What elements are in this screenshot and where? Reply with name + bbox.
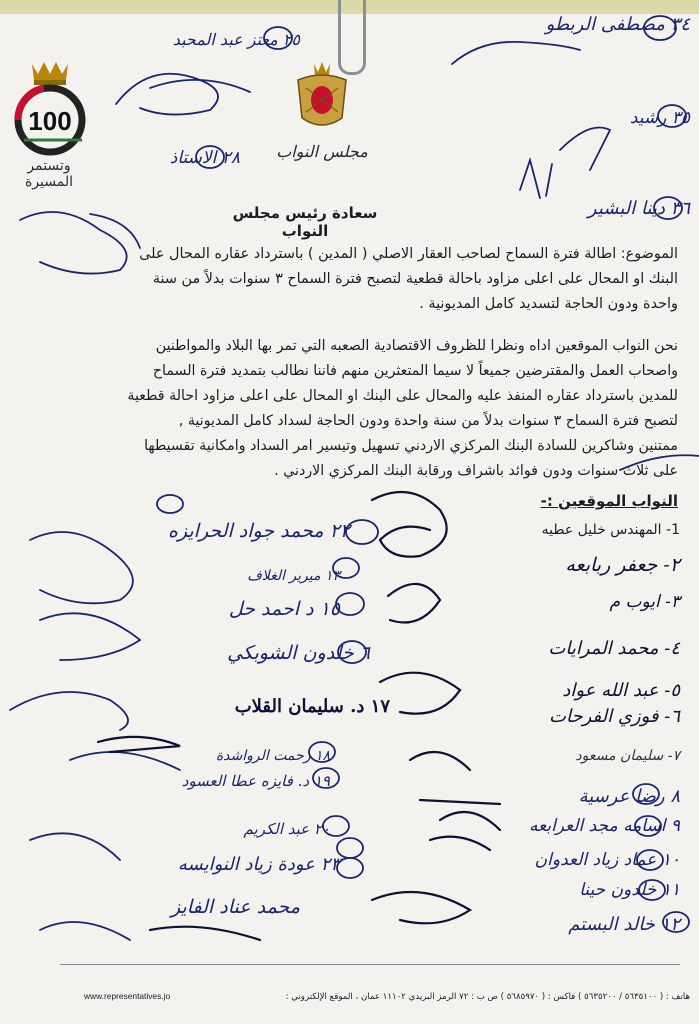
handwritten-note-17: ١٧ د. سليمان القلاب xyxy=(234,696,390,717)
handwritten-note-35: ٣٥ رشيد xyxy=(629,108,690,128)
parliament-label: مجلس النواب xyxy=(276,142,368,161)
circled-number-mark xyxy=(337,858,363,878)
body-line-1: نحن النواب الموقعين اداه ونظرا للظروف الاقتصادية الصعبه التي تمر بها البلاد والمواطنين xyxy=(155,338,678,354)
body-line-3: للمدين باسترداد عقاره المنفذ عليه والمحال على البنك او المحال على اعلى مزاود احالة قطعية xyxy=(127,388,678,404)
signatory-6: ٦- فوزي الفرحات xyxy=(549,706,680,727)
signatory-7: ٧- سليمان مسعود xyxy=(575,748,680,764)
signatory-9: ٩ اسامه مجد العرابعه xyxy=(529,816,680,836)
centenary-slogan: وتستمر المسيرة xyxy=(24,158,74,190)
circled-number-mark xyxy=(157,495,183,513)
body-line-6: على ثلاث سنوات ودون فوائد باشراف ورقابة البنك المركزي الاردني . xyxy=(274,463,678,479)
handwritten-note-25: ٢٥ معتز عبد المحبد xyxy=(172,30,300,49)
body-line-5: ممتنين وشاكرين للسادة البنك المركزي الاردني تسهيل وتيسير امر السداد وامكانية تقسيطها xyxy=(144,438,678,454)
footer-contact: هاتف : ( ٥٦٣٥١٠٠ / ٥٦٣٥٢٠٠ ) فاكس : ( ٥٦٨٥٩٧٠ ) ص ب : ٧٢ الرمز البريدي ١١١٠٢ عمان ، الموقع الإلكتروني : xyxy=(285,992,690,1002)
signatories-heading: النواب الموقعين :- xyxy=(540,492,678,510)
handwritten-note-20: ٢٠ عبد الكريم xyxy=(243,820,330,838)
signatory-2: ٢- جعفر ربابعه xyxy=(565,554,680,576)
signatory-5: ٥- عبد الله عواد xyxy=(562,680,680,701)
signatory-12: ١٢ خالد البستم xyxy=(568,914,680,935)
handwritten-note-36: ٣٦ دينا البشير xyxy=(587,198,690,219)
body-line-4: لتصبح فترة السماح ٣ سنوات بدلاً من سنة واحدة ودون الحاجة لسداد كامل المديونية , xyxy=(178,413,678,429)
signatory-11: ١١ خلدون حينا xyxy=(579,880,680,900)
handwritten-note-23: ٢٣ عودة زياد النوايسه xyxy=(177,854,340,875)
handwritten-note-22: ٢٢ محمد جواد الحرايزه xyxy=(167,520,350,542)
subject-line-2: البنك او المحال على اعلى مزاود باحالة قطعية لتصبح فترة السماح ٣ سنوات بدلاً من سنة xyxy=(152,271,678,287)
circled-number-mark xyxy=(346,520,378,544)
circled-number-mark xyxy=(337,838,363,858)
signatory-8: ٨ رضا عرسية xyxy=(578,786,680,807)
subject-line-3: واحدة ودون الحاجة لتسديد كامل المديونية . xyxy=(419,296,678,312)
signatory-4: ٤- محمد المرايات xyxy=(548,638,680,659)
subject-line-1: الموضوع: اطالة فترة السماح لصاحب العقار الاصلي ( المدين ) باسترداد عقاره المحال على xyxy=(139,246,678,262)
circled-number-mark xyxy=(336,593,364,615)
body-line-2: واصحاب العمل والمقترضين جميعاً لا سيما المتعثرين منهم فاننا نطالب بتمديد فترة السماح xyxy=(152,363,678,379)
parliament-emblem xyxy=(276,58,368,170)
handwritten-note-19: ١٩ د. فايزه عطا العسود xyxy=(181,772,330,790)
coat-of-arms-icon xyxy=(292,58,352,138)
signatory-3: ٣- ايوب م xyxy=(609,592,680,612)
handwritten-note-34: ٣٤ مصطفى الربطو xyxy=(545,14,690,35)
handwritten-note-6: ٦ خلدون الشوبكي xyxy=(227,642,370,664)
addressee-title: سعادة رئيس مجلس النواب xyxy=(232,204,378,240)
signatory-10: ١٠ عماد زياد العدوان xyxy=(534,850,680,870)
centenary-logo xyxy=(4,54,96,190)
handwritten-note-13: ١٣ ميرير الغلاف xyxy=(247,568,340,584)
handwritten-note-15: ١٥ د احمد حل xyxy=(228,598,340,620)
handwritten-note-fayez: محمد عناد الفايز xyxy=(170,896,300,918)
footer-divider xyxy=(60,964,680,965)
signatory-1: 1- المهندس خليل عطيه xyxy=(541,522,680,538)
handwritten-note-18: ١٨ رحمت الرواشدة xyxy=(215,748,330,764)
centenary-number: 100 xyxy=(28,106,72,136)
footer-website: www.representatives.jo xyxy=(84,991,171,1001)
handwritten-note-28: ٢٨ الاستاذ xyxy=(169,148,240,168)
